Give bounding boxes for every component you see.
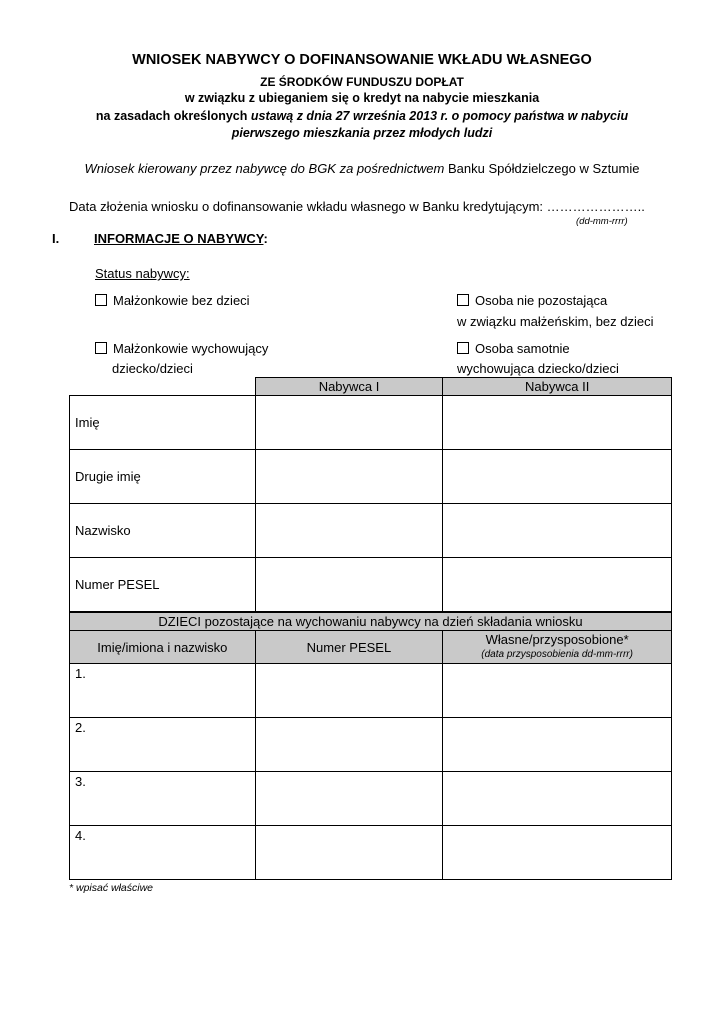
submission-date-field[interactable]: Data złożenia wniosku o dofinansowanie wkładu własnego w Banku kredytującym: ………………….. (69, 199, 645, 214)
column-header-note: (data przysposobienia dd-mm-rrrr) (481, 649, 633, 660)
status-option-married-no-children[interactable] (95, 291, 250, 311)
bank-name: Banku Spółdzielczego w Sztumie (447, 161, 640, 176)
column-header-buyer2: Nabywca II (443, 378, 672, 396)
status-option-single-no-children[interactable] (457, 291, 607, 311)
form-subtitle-line5: pierwszego mieszkania przez młodych ludzi (231, 126, 493, 140)
request-line (0, 161, 724, 176)
input-cell-buyer2-first-name[interactable] (443, 396, 672, 450)
table-row (70, 450, 672, 504)
input-cell-child-pesel[interactable] (255, 664, 443, 718)
table-row (70, 772, 672, 826)
input-cell-child-status[interactable] (443, 664, 672, 718)
input-cell-buyer1-surname[interactable] (255, 504, 443, 558)
status-option-married-with-children[interactable] (95, 339, 268, 359)
form-subtitle: ZE ŚRODKÓW FUNDUSZU DOPŁAT (260, 75, 464, 89)
checkbox-icon[interactable] (457, 342, 469, 354)
row-label-second-name: Drugie imię (70, 450, 256, 504)
table-row (70, 396, 672, 450)
child-row-number: 4. (70, 826, 256, 880)
footnote: * wpisać właściwe (69, 882, 154, 894)
section-title-colon: : (263, 231, 268, 246)
children-table-title: DZIECI pozostające na wychowaniu nabywcy na dzień składania wniosku (70, 613, 672, 631)
input-cell-child-status[interactable] (443, 772, 672, 826)
input-cell-buyer2-surname[interactable] (443, 504, 672, 558)
input-cell-child-pesel[interactable] (255, 718, 443, 772)
table-row (70, 504, 672, 558)
input-cell-child-pesel[interactable] (255, 826, 443, 880)
input-cell-buyer2-second-name[interactable] (443, 450, 672, 504)
option-label-continued: wychowująca dziecko/dzieci (457, 361, 619, 376)
child-row-number: 2. (70, 718, 256, 772)
column-header-child-name: Imię/imiona i nazwisko (70, 631, 256, 664)
option-label-continued: dziecko/dzieci (112, 361, 193, 376)
child-row-number: 3. (70, 772, 256, 826)
status-option-single-with-children[interactable] (457, 339, 570, 359)
input-cell-child-status[interactable] (443, 826, 672, 880)
checkbox-icon[interactable] (95, 342, 107, 354)
status-label: Status nabywcy: (95, 266, 190, 281)
buyer-table (69, 377, 672, 612)
table-row (70, 664, 672, 718)
input-cell-buyer1-second-name[interactable] (255, 450, 443, 504)
row-label-surname: Nazwisko (70, 504, 256, 558)
section-title-text: INFORMACJE O NABYWCY (94, 231, 264, 246)
form-title: WNIOSEK NABYWCY O DOFINANSOWANIE WKŁADU WŁASNEGO (132, 52, 592, 68)
table-row (70, 558, 672, 612)
column-header-child-pesel: Numer PESEL (255, 631, 443, 664)
subtitle-italic: ustawą z dnia 27 września 2013 r. o pomocy państwa w nabyciu (250, 109, 629, 123)
input-cell-buyer1-first-name[interactable] (255, 396, 443, 450)
column-header-child-own-adopted (443, 631, 672, 664)
option-label: Małżonkowie bez dzieci (113, 293, 250, 308)
form-subtitle-line3: w związku z ubieganiem się o kredyt na nabycie mieszkania (184, 91, 540, 105)
table-row (70, 826, 672, 880)
table-row (70, 718, 672, 772)
input-cell-buyer1-pesel[interactable] (255, 558, 443, 612)
option-label: Osoba samotnie (475, 341, 570, 356)
checkbox-icon[interactable] (457, 294, 469, 306)
input-cell-child-status[interactable] (443, 718, 672, 772)
child-row-number: 1. (70, 664, 256, 718)
section-number: I. (52, 231, 60, 246)
input-cell-buyer2-pesel[interactable] (443, 558, 672, 612)
column-header-buyer1: Nabywca I (255, 378, 443, 396)
option-label: Małżonkowie wychowujący (113, 341, 269, 356)
input-cell-child-pesel[interactable] (255, 772, 443, 826)
subtitle-normal: na zasadach określonych (95, 109, 251, 123)
column-header-text: Własne/przysposobione* (485, 632, 629, 647)
submission-date-format: (dd-mm-rrrr) (576, 216, 628, 227)
row-label-pesel: Numer PESEL (70, 558, 256, 612)
children-table (69, 612, 672, 880)
form-subtitle-line4 (0, 109, 724, 123)
empty-header-cell (70, 378, 256, 396)
checkbox-icon[interactable] (95, 294, 107, 306)
row-label-first-name: Imię (70, 396, 256, 450)
section-title (94, 231, 268, 246)
option-label: Osoba nie pozostająca (475, 293, 608, 308)
request-italic: Wniosek kierowany przez nabywcę do BGK za pośrednictwem (84, 161, 448, 176)
option-label-continued: w związku małżeńskim, bez dzieci (457, 314, 654, 329)
